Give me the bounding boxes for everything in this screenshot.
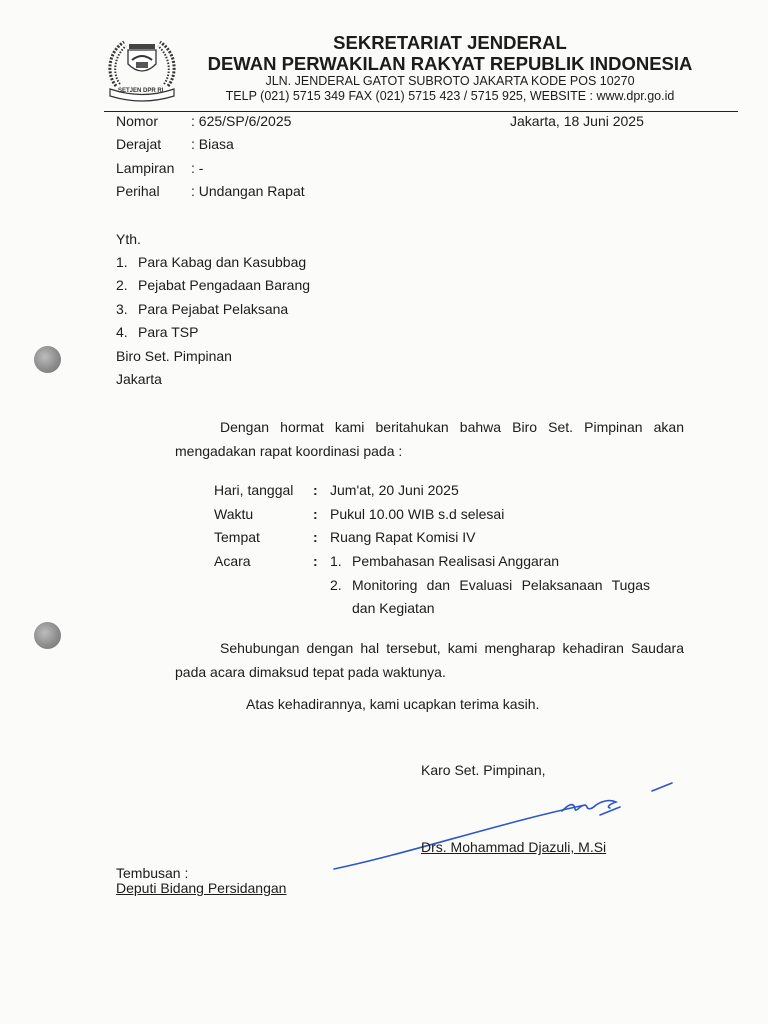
colon: : xyxy=(313,482,318,498)
waktu-value: Pukul 10.00 WIB s.d selesai xyxy=(330,506,505,522)
address-line: JLN. JENDERAL GATOT SUBROTO JAKARTA KODE POS 10270 xyxy=(265,74,635,88)
emblem-ribbon-text: SETJEN DPR RI xyxy=(118,88,164,94)
opening-line1: Dengan hormat kami beritahukan bahwa Biro Set. Pimpinan akan xyxy=(220,419,684,435)
salutation: Yth. xyxy=(116,231,141,247)
hari-label: Hari, tanggal xyxy=(214,482,294,498)
acara-label: Acara xyxy=(214,553,251,569)
closing-line2: pada acara dimaksud tepat pada waktunya. xyxy=(175,664,446,680)
colon: : xyxy=(313,506,318,522)
punch-hole xyxy=(34,346,61,373)
contact-line: TELP (021) 5715 349 FAX (021) 5715 423 / 5715 925, WEBSITE : www.dpr.go.id xyxy=(225,89,675,103)
tempat-value: Ruang Rapat Komisi IV xyxy=(330,529,476,545)
recipient-num: 4. xyxy=(116,324,128,340)
punch-hole xyxy=(34,622,61,649)
acara-num: 2. xyxy=(330,577,342,593)
closing-line1: Sehubungan dengan hal tersebut, kami mengharap kehadiran Saudara xyxy=(220,640,684,656)
tembusan-label: Tembusan : xyxy=(116,865,189,881)
derajat-label: Derajat xyxy=(116,136,162,152)
hari-value: Jum'at, 20 Juni 2025 xyxy=(330,482,459,498)
letterhead-divider xyxy=(104,111,738,112)
nomor-value: : 625/SP/6/2025 xyxy=(191,113,292,129)
nomor-label: Nomor xyxy=(116,113,159,129)
place-date: Jakarta, 18 Juni 2025 xyxy=(510,113,644,129)
recipient-num: 2. xyxy=(116,277,128,293)
acara-item-continuation: dan Kegiatan xyxy=(352,600,435,616)
acara-num: 1. xyxy=(330,553,342,569)
signatory-name: Drs. Mohammad Djazuli, M.Si xyxy=(421,839,607,855)
colon: : xyxy=(313,529,318,545)
recipient-num: 3. xyxy=(116,301,128,317)
derajat-value: : Biasa xyxy=(191,136,234,152)
lampiran-value: : - xyxy=(191,160,204,176)
org-line1: SEKRETARIAT JENDERAL xyxy=(333,32,567,53)
signatory-title: Karo Set. Pimpinan, xyxy=(421,762,546,778)
waktu-label: Waktu xyxy=(214,506,254,522)
lampiran-label: Lampiran xyxy=(116,160,175,176)
perihal-label: Perihal xyxy=(116,183,160,199)
recipient-num: 1. xyxy=(116,254,128,270)
handwritten-signature-icon xyxy=(330,775,680,875)
recipient-item: Para Kabag dan Kasubbag xyxy=(138,254,307,270)
perihal-value: : Undangan Rapat xyxy=(191,183,305,199)
recipient-city: Jakarta xyxy=(116,371,162,387)
acara-item: Monitoring dan Evaluasi Pelaksanaan Tugas xyxy=(352,577,650,593)
colon: : xyxy=(313,553,318,569)
opening-line2: mengadakan rapat koordinasi pada : xyxy=(175,443,403,459)
acara-item: Pembahasan Realisasi Anggaran xyxy=(352,553,560,569)
thanks-line: Atas kehadirannya, kami ucapkan terima kasih. xyxy=(246,696,540,712)
tempat-label: Tempat xyxy=(214,529,260,545)
recipient-item: Para TSP xyxy=(138,324,199,340)
recipient-item: Pejabat Pengadaan Barang xyxy=(138,277,311,293)
recipient-item: Para Pejabat Pelaksana xyxy=(138,301,289,317)
recipient-unit: Biro Set. Pimpinan xyxy=(116,348,232,364)
org-line2: DEWAN PERWAKILAN RAKYAT REPUBLIK INDONESIA xyxy=(207,53,693,74)
tembusan-item: Deputi Bidang Persidangan xyxy=(116,880,287,896)
